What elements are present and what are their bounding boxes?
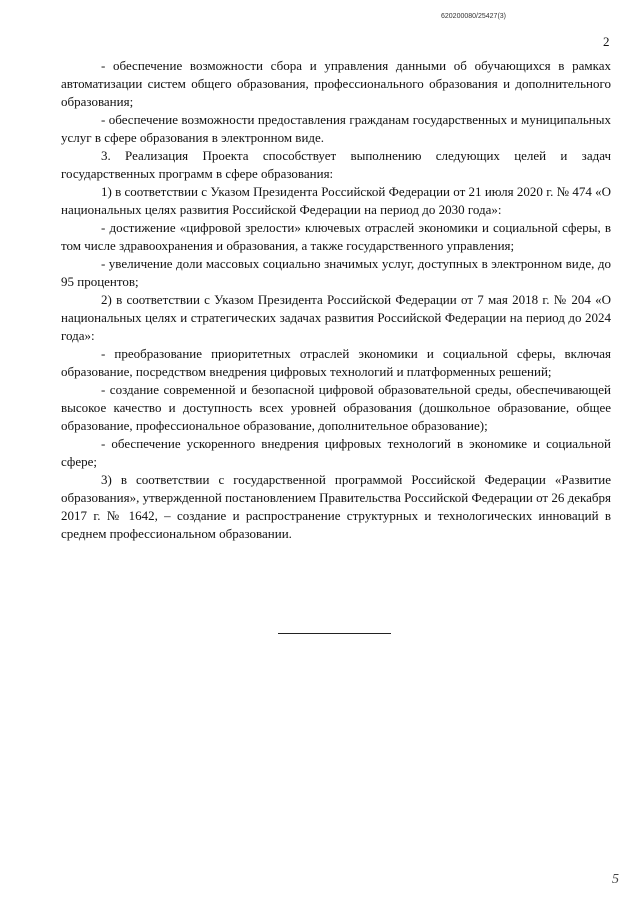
page-number: 2 <box>603 34 610 49</box>
paragraph-public-services: - обеспечение возможности предоставления гражданам государственных и муниципальных услуг в сфере образования в электронном виде. <box>61 112 611 145</box>
paragraph-decree-474: 1) в соответствии с Указом Президента Российской Федерации от 21 июля 2020 г. № 474 «О национальных целях развития Российской Федерации на период до 2030 года»: <box>61 184 611 217</box>
paragraph-project-goals: 3. Реализация Проекта способствует выполнению следующих целей и задач государственных программ в сфере образования: <box>61 148 611 181</box>
paragraph-accelerated-implementation: - обеспечение ускоренного внедрения цифровых технологий в экономике и социальной сфере; <box>61 436 611 469</box>
paragraph-data-collection: - обеспечение возможности сбора и управления данными об обучающихся в рамках автоматизации систем общего образования, профессионального образования и дополнительного образования; <box>61 58 611 109</box>
paragraph-decree-204: 2) в соответствии с Указом Президента Российской Федерации от 7 мая 2018 г. № 204 «О национальных целях и стратегических задачах развития Российской Федерации на период до 2024 года»: <box>61 292 611 343</box>
paragraph-state-program: 3) в соответствии с государственной программой Российской Федерации «Развитие образования», утвержденной постановлением Правительства Российской Федерации от 26 декабря 2017 г. № 1642, – создание и распространение структурных и технологических инноваций в среднем профессиональном образовании. <box>61 472 611 541</box>
paragraph-sector-transformation: - преобразование приоритетных отраслей экономики и социальной сферы, включая образование, посредством внедрения цифровых технологий и платформенных решений; <box>61 346 611 379</box>
paragraph-digital-maturity: - достижение «цифровой зрелости» ключевых отраслей экономики и социальной сферы, в том числе здравоохранения и образования, а также государственного управления; <box>61 220 611 253</box>
document-registration-code: 620200080/25427(3) <box>441 13 507 20</box>
handwritten-page-mark: 5 <box>612 872 619 887</box>
closing-separator-line <box>278 633 391 634</box>
document-body <box>61 57 611 543</box>
paragraph-electronic-services-share: - увеличение доли массовых социально значимых услуг, доступных в электронном виде, до 95 процентов; <box>61 256 611 289</box>
paragraph-digital-educational-environment: - создание современной и безопасной цифровой образовательной среды, обеспечивающей высокое качество и доступность всех уровней образования (дошкольное образование, общее образование, профессиональное образование, дополнительное образование); <box>61 382 611 433</box>
